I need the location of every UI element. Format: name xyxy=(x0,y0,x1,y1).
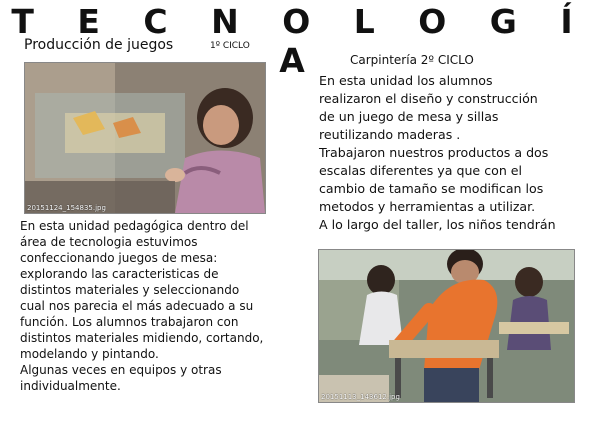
photo-children-crafting-drawing xyxy=(25,63,265,213)
body-text-carpinteria: En esta unidad los alumnos realizaron el diseño y construcción de un juego de mesa y sillas reutilizando maderas . Trabajaron nuestros productos a dos escalas diferentes ya que con el cambio de tamaño se modifican los metodos y herramientas a utilizar. A lo largo del taller, los niños tendrán xyxy=(319,73,556,232)
page-title: T E C N O L O G Í A xyxy=(11,2,589,80)
section-heading-produccion xyxy=(24,37,250,53)
body-text-produccion: En esta unidad pedagógica dentro del área de tecnologia estuvimos confeccionando juegos de mesa: explorando las caracteristicas de distintos materiales y seleccionando cual nos parecia el más adecuado a su función. Los alumnos trabajaron con distintos materiales midiendo, cortando, modelando y pintando. Algunas veces en equipos y otras individualmente. xyxy=(20,219,264,393)
photo-caption: 20151124_154835.jpg xyxy=(27,204,106,212)
photo-children-crafting xyxy=(24,62,266,214)
photo-carpentry-class-drawing xyxy=(319,250,574,402)
photo-caption: 20151113_143612.jpg xyxy=(321,393,400,401)
ciclo-label: 1º CICLO xyxy=(210,41,250,51)
section-heading-produccion-label: Producción de juegos xyxy=(24,37,174,53)
section-heading-carpinteria: Carpintería 2º CICLO xyxy=(350,53,474,67)
photo-carpentry-class xyxy=(318,249,575,403)
